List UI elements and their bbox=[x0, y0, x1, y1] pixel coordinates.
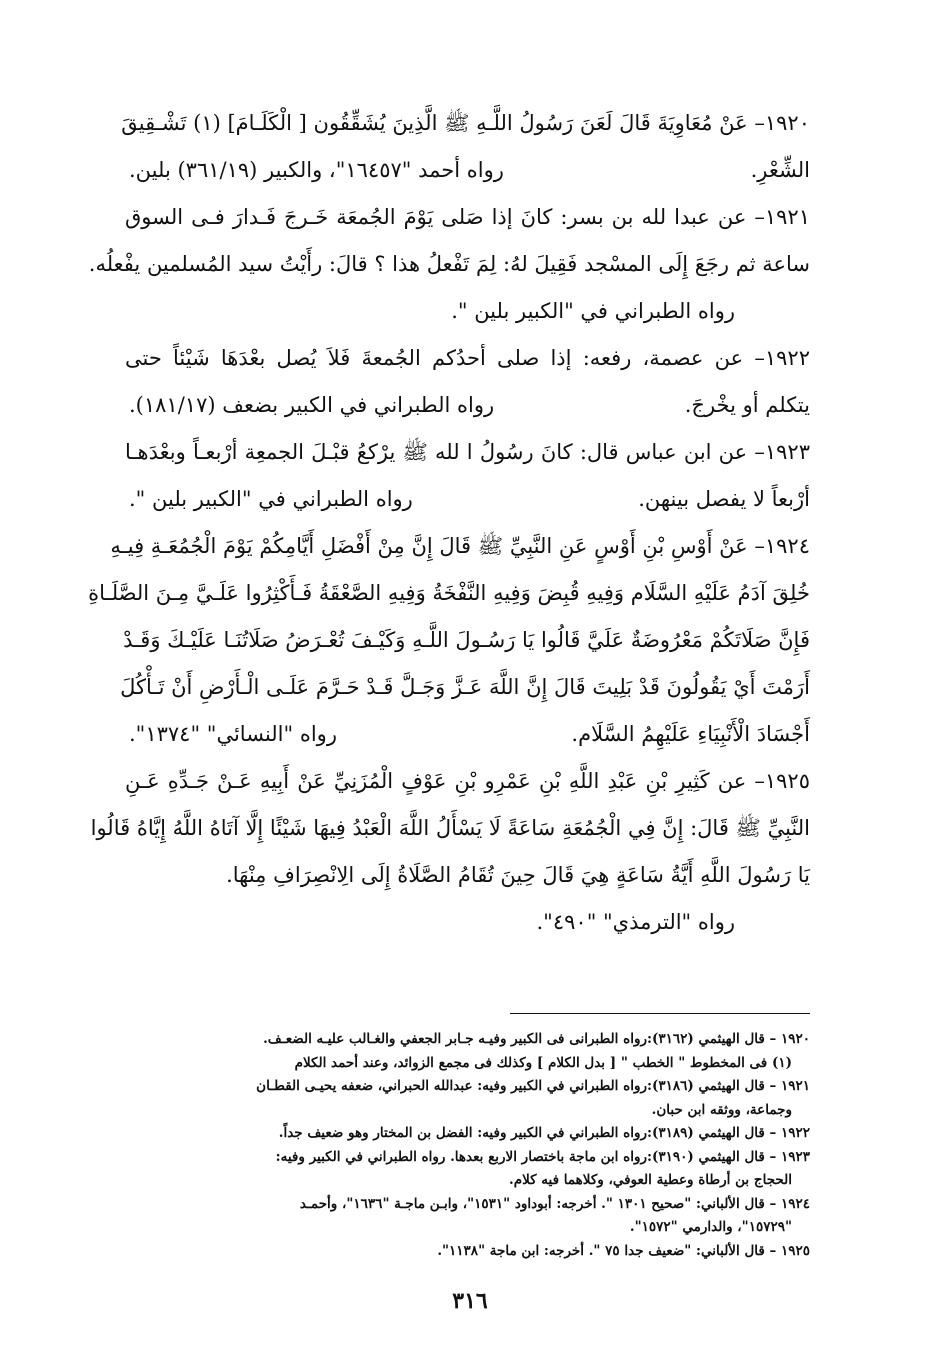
hadith-line: ساعة ثم رجَعَ إِلَى المسْجد فَقِيلَ لهُ: لِمَ تَفْعلُ هذا ؟ قالَ: رأَيْتُ سيد المُسلمين يفْعلُه. bbox=[88, 252, 810, 276]
footnote-line: (١) فى المخطوط " الخطب " [ بدل الكلام ] وكذلك فى مجمع الزوائد، وعند أحمد الكلام bbox=[294, 1054, 792, 1071]
hadith-line: النَّبِيِّ ﷺ قَالَ: إِنَّ فِي الْجُمُعَةِ سَاعَةً لَا يَسْأَلُ اللَّهَ الْعَبْدُ فِيهَا شَيْئًا إِلَّا آتَاهُ اللَّهُ إِيَّاهُ قَالُوا bbox=[90, 816, 810, 840]
hadith-source: رواه الطبراني في "الكبير بلين ". bbox=[129, 487, 413, 511]
page-number: ٣١٦ bbox=[452, 1288, 488, 1314]
hadith-source: رواه "الترمذي" "٤٩٠". bbox=[536, 910, 735, 934]
footnote-line: وجماعة، ووثقه ابن حبان. bbox=[651, 1101, 792, 1118]
hadith-1921 bbox=[88, 194, 810, 335]
hadith-source: رواه الطبراني في الكبير بضعف (١٨١/١٧). bbox=[129, 393, 495, 417]
footnotes bbox=[125, 1028, 810, 1263]
hadith-1925 bbox=[90, 758, 810, 946]
footnote-line: ١٩٢٠ – قال الهيثمي (٣١٦٢):رواه الطبرانى فى الكبير وفيـه جـابر الجعفي والغـالب عليـه الضعـف. bbox=[263, 1031, 810, 1047]
footnote-line: ١٩٢٥ – قال الألباني: "ضعيف جدا ٧٥ ". أخرجه: ابن ماجة "١١٣٨". bbox=[437, 1242, 810, 1259]
hadith-line: ١٩٢٤– عَنْ أَوْسِ بْنِ أَوْسٍ عَنِ النَّبِيِّ ﷺ قَالَ إِنَّ مِنْ أَفْضَلِ أَيَّامِكُمْ يَوْمَ الْجُمُعَـةِ فِيـهِ bbox=[110, 534, 810, 558]
footnote-line: "١٥٧٢٩"، والدارمي "١٥٧٢". bbox=[629, 1219, 792, 1235]
footnote-line: ١٩٢١ – قال الهيثمي (٣١٨٦):رواه الطبراني في الكبير وفيه: عبدالله الحبراني، ضعفه يحيـى القطـان bbox=[256, 1078, 810, 1094]
hadith-source: رواه الطبراني في "الكبير بلين ". bbox=[451, 299, 735, 323]
footnote-divider bbox=[510, 1013, 810, 1014]
hadith-line: يَا رَسُولَ اللَّهِ أَيَّةُ سَاعَةٍ هِيَ قَالَ حِينَ تُقَامُ الصَّلَاةُ إِلَى الِانْصِرَافِ مِنْهَا. bbox=[226, 863, 810, 887]
footnote-line: ١٩٢٢ – قال الهيثمي (٣١٨٩):رواه الطبراني في الكبير وفيه: الفضل بن المختار وهو ضعيف جداً. bbox=[278, 1125, 810, 1141]
footnote-line: ١٩٢٣ – قال الهيثمي (٣١٩٠):رواه ابن ماجة باختصار الاربع بعدها. رواه الطبراني في الكبير وفيه: bbox=[275, 1148, 810, 1165]
hadith-body bbox=[88, 100, 810, 946]
hadith-line: فَإِنَّ صَلَاتَكُمْ مَعْرُوضَةٌ عَلَيَّ قَالُوا يَا رَسُـولَ اللَّـهِ وَكَيْـفَ تُعْـرَضُ صَلَاتُنَـا عَلَيْـكَ وَقَـدْ bbox=[123, 628, 810, 652]
hadith-line: ١٩٢٠– عَنْ مُعَاوِيَةَ قَالَ لَعَنَ رَسُولُ اللَّـهِ ﷺ الَّذِينَ يُشَقِّقُون [ الْكَلَـامَ] (١) تَشْـقِيقَ bbox=[121, 111, 810, 135]
hadith-line: ١٩٢٢– عن عصمة، رفعه: إذا صلى أحدُكم الجُمعةَ فَلاَ يُصل بعْدَهَا شَيْئاً حتى bbox=[125, 346, 810, 370]
hadith-line: يتكلم أو يخْرجَ. bbox=[684, 393, 810, 417]
footnote-line: الحجاج بن أرطاة وعطية العوفي، وكلاهما فيه كلام. bbox=[509, 1172, 792, 1188]
hadith-line: ١٩٢١– عن عبدا لله بن بسر: كانَ إذا صَلى يَوْمَ الجُمعَة خَـرجَ فَـدارَ فـى السوق bbox=[125, 205, 810, 229]
hadith-source: رواه "النسائي" "١٣٧٤". bbox=[129, 722, 337, 746]
footnote-line: ١٩٢٤ – قال الألباني: "صحيح ١٣٠١ ". أخرجه: أبوداود "١٥٣١"، وابـن ماجـة "١٦٣٦"، وأحمـد bbox=[299, 1195, 810, 1212]
hadith-1923 bbox=[125, 429, 810, 523]
hadith-line: أَجْسَادَ الْأَنْبِيَاءِ عَلَيْهِمُ السَّلَام. bbox=[571, 722, 810, 746]
hadith-1920 bbox=[121, 100, 810, 194]
hadith-line: ١٩٢٣– عن ابن عباس قال: كانَ رسُولُ ا لله ﷺ يرْكعُ قبْـلَ الجمعِة أرْبعـاً وبعْدَهـا bbox=[125, 440, 810, 464]
hadith-line: الشِّعْرِ. bbox=[750, 158, 810, 182]
hadith-line: ١٩٢٥– عن كَثِيرِ بْنِ عَبْدِ اللَّهِ بْنِ عَمْرِو بْنِ عَوْفٍ الْمُزَنِيِّ عَنْ أَبِيهِ عَـنْ جَـدِّهِ عَـنِ bbox=[125, 769, 810, 793]
hadith-line: خُلِقَ آدَمُ عَلَيْهِ السَّلَام وَفِيهِ قُبِضَ وَفِيهِ النَّفْخَةُ وَفِيهِ الصَّعْقَةُ فَـأَكْثِرُوا عَلَـيَّ مِـنَ الصَّلَـاةِ bbox=[88, 581, 810, 605]
hadith-line: أَرَمْتَ أَيْ يَقُولُونَ قَدْ بَلِيتَ قَالَ إِنَّ اللَّهَ عَـزَّ وَجَـلَّ قَـدْ حَـرَّمَ عَلَـى الْـأَرْضِ أَنْ تَـأْكُلَ bbox=[120, 675, 810, 699]
hadith-line: أرْبعاً لا يفصل بينهن. bbox=[638, 487, 810, 511]
hadith-1924 bbox=[88, 523, 810, 758]
hadith-source: رواه أحمد "١٦٤٥٧"، والكبير (٣٦١/١٩) بلين. bbox=[129, 158, 504, 182]
hadith-1922 bbox=[125, 335, 810, 429]
